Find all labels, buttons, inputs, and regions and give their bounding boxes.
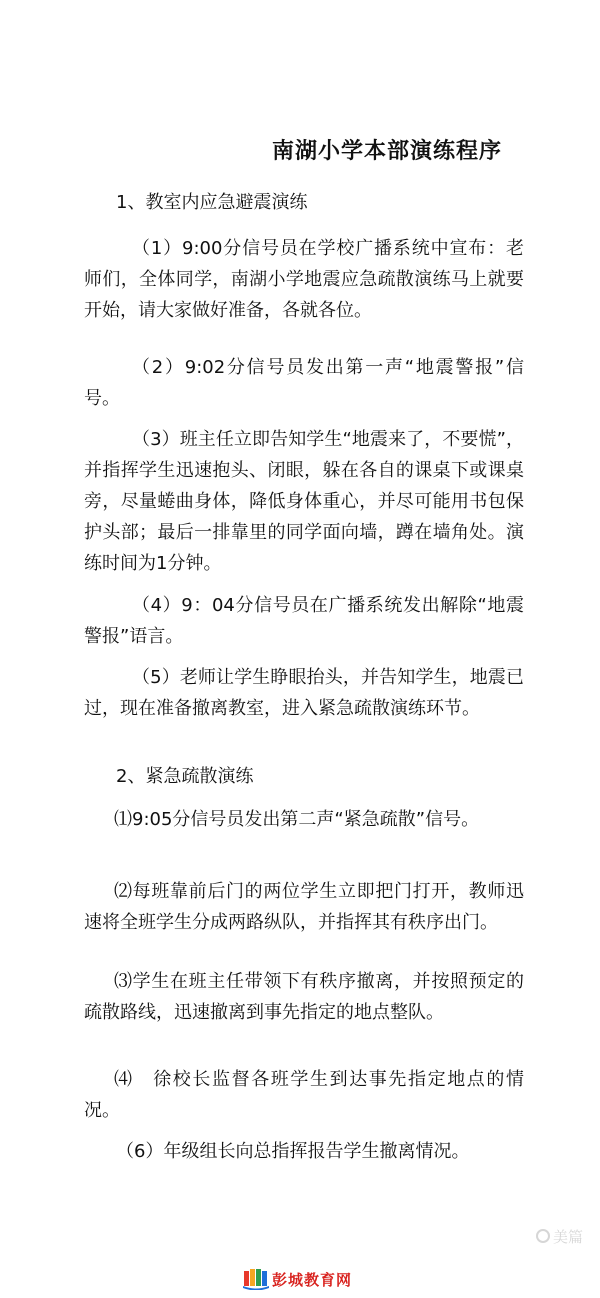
paragraph-2-3: ⑶学生在班主任带领下有秩序撤离，并按照预定的疏散路线，迅速撤离到事先指定的地点整队。 [84, 971, 524, 1023]
paragraph-2-1: ⑴9:05分信号员发出第二声“紧急疏散”信号。 [114, 809, 480, 830]
document-title: 南湖小学本部演练程序 [272, 139, 503, 164]
paragraph-2-2: ⑵每班靠前后门的两位学生立即把门打开，教师迅速将全班学生分成两路纵队，并指挥其有秩序出门。 [84, 881, 524, 933]
book-icon [242, 1268, 270, 1290]
section-heading-1: 1、教室内应急避震演练 [116, 192, 308, 213]
paragraph-1-3: （3）班主任立即告知学生“地震来了，不要慌”，并指挥学生迅速抱头、闭眼，躲在各自的课桌下或课桌旁，尽量蜷曲身体，降低身体重心，并尽可能用书包保护头部；最后一排靠里的同学面向墙，蹲在墙角处。演练时间为1分钟。 [84, 429, 524, 574]
paragraph-2-5: （6）年级组长向总指挥报告学生撤离情况。 [116, 1141, 470, 1162]
paragraph-1-1: （1）9:00分信号员在学校广播系统中宣布：老师们，全体同学，南湖小学地震应急疏散演练马上就要开始，请大家做好准备，各就各位。 [84, 238, 524, 321]
paragraph-1-5: （5）老师让学生睁眼抬头，并告知学生，地震已过，现在准备撤离教室，进入紧急疏散演练环节。 [84, 667, 524, 719]
watermark-text: 美篇 [553, 1228, 584, 1246]
paragraph-2-4: ⑷ 徐校长监督各班学生到达事先指定地点的情况。 [84, 1069, 524, 1121]
watermark-ring-icon [536, 1229, 550, 1243]
paragraph-1-4: （4）9：04分信号员在广播系统发出解除“地震警报”语言。 [84, 595, 524, 647]
site-name: 彭城教育网 [272, 1270, 353, 1289]
site-logo[interactable] [242, 1268, 352, 1292]
paragraph-1-2: （2）9:02分信号员发出第一声“地震警报”信号。 [84, 357, 524, 409]
section-heading-2: 2、紧急疏散演练 [116, 766, 254, 787]
watermark [536, 1226, 583, 1247]
